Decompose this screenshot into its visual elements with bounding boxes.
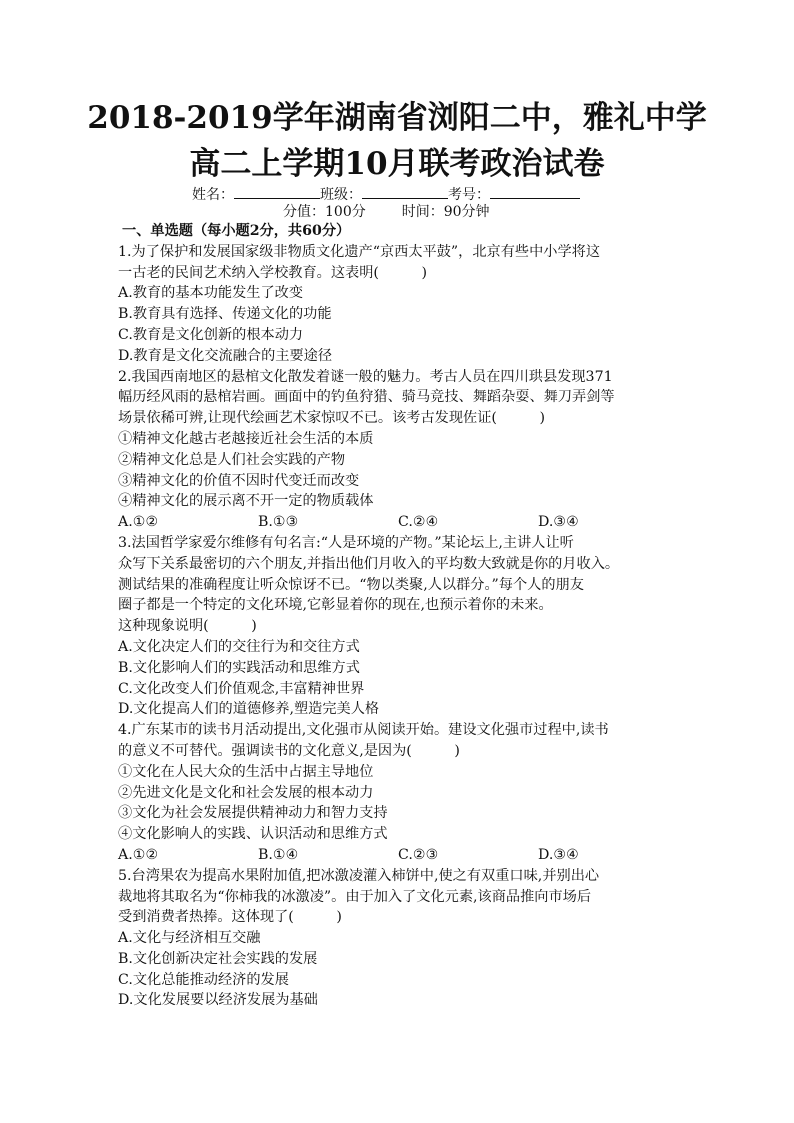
question-text: 3.法国哲学家爱尔维修有句名言:“人是环境的产物。”某论坛上,主讲人让听 [118, 534, 574, 551]
question-text: 4.广东某市的读书月活动提出,文化强市从阅读开始。建设文化强市过程中,读书 [118, 722, 609, 739]
option: A.文化与经济相互交融 [118, 930, 261, 947]
choice-row [118, 512, 678, 533]
question-1 [118, 242, 678, 367]
option: C.文化改变人们价值观念,丰富精神世界 [118, 680, 365, 697]
question-5 [118, 866, 678, 1012]
statement: ③精神文化的价值不因时代变迁而改变 [118, 472, 360, 489]
name-label: 姓名： [192, 187, 234, 203]
option: B.文化创新决定社会实践的发展 [118, 950, 318, 967]
section-heading: 一、单选题（每小题2分，共60分） [122, 223, 351, 239]
choice: D.③④ [538, 846, 579, 863]
option: B.文化影响人们的实践活动和思维方式 [118, 659, 360, 676]
statement: ④文化影响人的实践、认识活动和思维方式 [118, 826, 388, 843]
choice: C.②③ [398, 846, 439, 863]
question-text: 众写下关系最密切的六个朋友,并指出他们月收入的平均数大致就是你的月收入。 [118, 555, 620, 572]
statement: ③文化为社会发展提供精神动力和智力支持 [118, 805, 388, 822]
question-2 [118, 367, 678, 533]
question-text: 这种现象说明( ) [118, 618, 257, 635]
choice: B.①④ [258, 846, 299, 863]
option: A.教育的基本功能发生了改变 [118, 285, 304, 302]
option: C.教育是文化创新的根本动力 [118, 326, 304, 343]
question-text: 1.为了保护和发展国家级非物质文化遗产“京西太平鼓”，北京有些中小学将这 [118, 243, 601, 260]
student-info-line [192, 184, 580, 204]
choice: A.①② [118, 846, 159, 863]
question-text: 2.我国西南地区的悬棺文化散发着谜一般的魅力。考古人员在四川珙县发现371 [118, 368, 613, 385]
option: D.文化提高人们的道德修养,塑造完美人格 [118, 701, 380, 718]
question-4 [118, 720, 678, 866]
choice: C.②④ [398, 514, 439, 531]
question-text: 裁地将其取名为“你柿我的冰激凌”。由于加入了文化元素,该商品推向市场后 [118, 888, 592, 905]
question-text: 5.台湾果农为提高水果附加值,把冰激凌灌入柿饼中,使之有双重口味,并别出心 [118, 867, 600, 884]
name-blank [234, 184, 320, 199]
exam-meta [283, 203, 490, 221]
number-label: 考号： [448, 187, 490, 203]
statement: ①文化在人民大众的生活中占据主导地位 [118, 763, 374, 780]
option: A.文化决定人们的交往行为和交往方式 [118, 638, 360, 655]
option: D.教育是文化交流融合的主要途径 [118, 347, 333, 364]
option: B.教育具有选择、传递文化的功能 [118, 306, 332, 323]
option: D.文化发展要以经济发展为基础 [118, 992, 318, 1009]
choice-row [118, 845, 678, 866]
score-text: 分值：100分 [283, 204, 366, 220]
question-text: 幅历经风雨的悬棺岩画。画面中的钓鱼狩猎、骑马竞技、舞蹈杂耍、舞刀弄剑等 [118, 389, 615, 406]
choice: D.③④ [538, 514, 579, 531]
statement: ②精神文化总是人们社会实践的产物 [118, 451, 346, 468]
class-label: 班级： [320, 187, 362, 203]
option: C.文化总能推动经济的发展 [118, 971, 289, 988]
statement: ①精神文化越古老越接近社会生活的本质 [118, 430, 374, 447]
exam-title-line1: 2018-2019学年湖南省浏阳二中，雅礼中学 [87, 100, 707, 136]
statement: ②先进文化是文化和社会发展的根本动力 [118, 784, 374, 801]
statement: ④精神文化的展示离不开一定的物质载体 [118, 493, 374, 510]
choice: B.①③ [258, 514, 299, 531]
exam-body [118, 221, 678, 1011]
question-text: 圈子都是一个特定的文化环境,它彰显着你的现在,也预示着你的未来。 [118, 597, 553, 614]
question-3 [118, 533, 678, 720]
question-text: 测试结果的准确程度让听众惊讶不已。“物以类聚,人以群分。”每个人的朋友 [118, 576, 584, 593]
number-blank [490, 184, 580, 199]
time-text: 时间：90分钟 [401, 204, 490, 220]
question-text: 的意义不可替代。强调读书的文化意义,是因为( ) [118, 742, 460, 759]
question-text: 受到消费者热捧。这体现了( ) [118, 909, 342, 926]
exam-title-line2: 高二上学期10月联考政治试卷 [189, 146, 605, 182]
class-blank [362, 184, 448, 199]
question-text: 场景依稀可辨,让现代绘画艺术家惊叹不已。该考古发现佐证( ) [118, 410, 546, 427]
question-text: 一古老的民间艺术纳入学校教育。这表明( ) [118, 264, 428, 281]
choice: A.①② [118, 514, 159, 531]
